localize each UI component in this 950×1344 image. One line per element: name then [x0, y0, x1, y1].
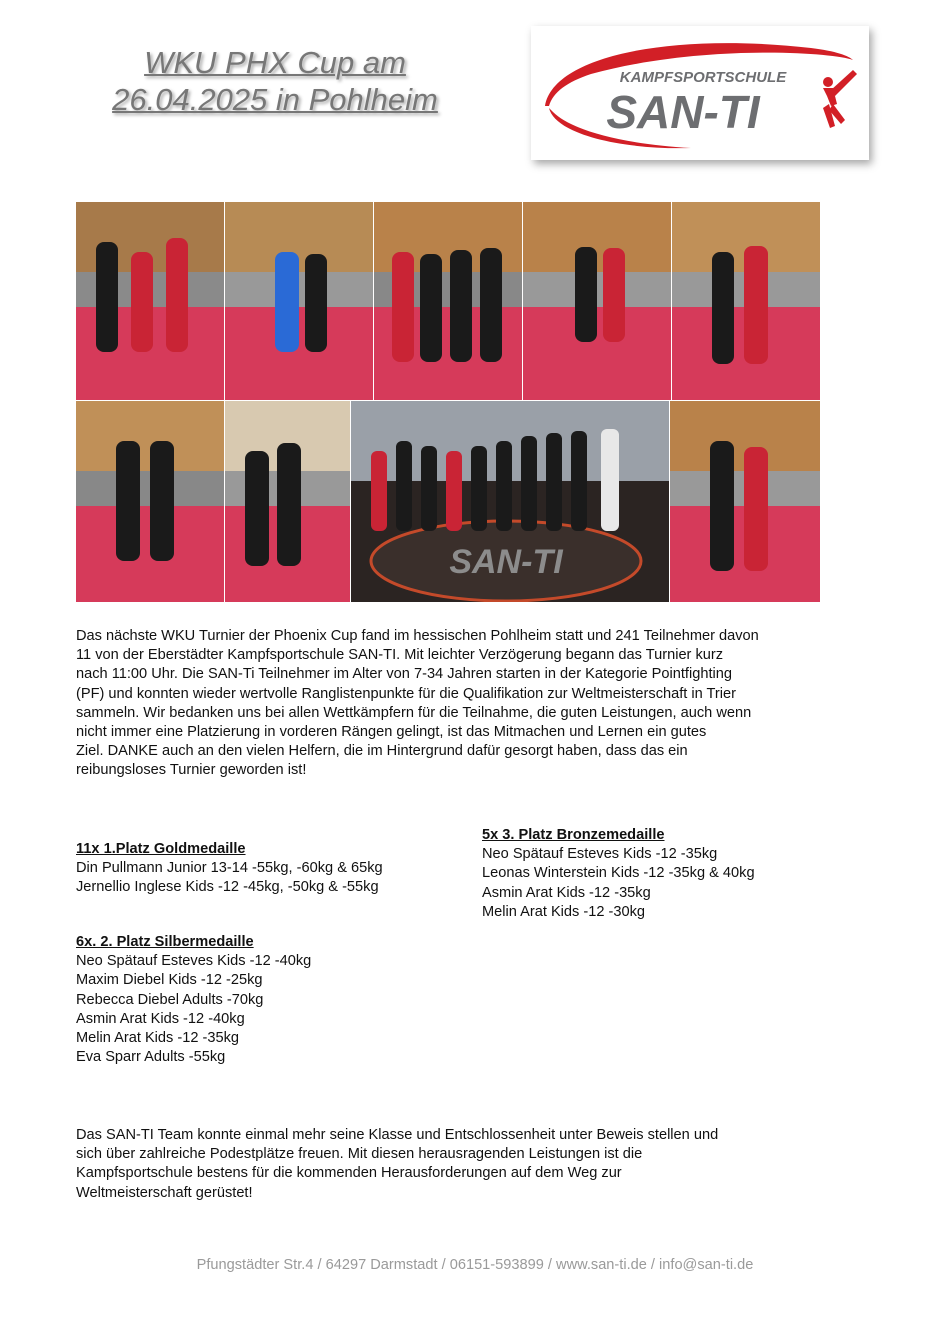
photo-9	[670, 401, 820, 602]
gold-entry: Jernellio Inglese Kids -12 -45kg, -50kg & -55kg	[76, 879, 379, 896]
santi-logo	[531, 26, 869, 160]
bronze-entry: Melin Arat Kids -12 -30kg	[482, 903, 646, 920]
intro-line: nicht immer eine Platzierung in vorderen Rängen gelingt, ist das Mitmachen und Lernen ein gutes	[76, 724, 707, 741]
bronze-entry: Neo Spätauf Esteves Kids -12 -35kg	[482, 846, 718, 863]
silver-entry: Melin Arat Kids -12 -35kg	[76, 1030, 240, 1047]
bronze-heading: 5x 3. Platz Bronzemedaille	[482, 827, 665, 843]
bronze-entry: Leonas Winterstein Kids -12 -35kg & 40kg	[482, 865, 755, 882]
intro-line: (PF) und konnten wieder wertvolle Ranglistenpunkte für die Qualifikation zur Weltmeisterschaft in Trier	[76, 685, 736, 702]
intro-line: Ziel. DANKE auch an den vielen Helfern, die im Hintergrund dafür gesorgt haben, dass das ein	[76, 743, 688, 760]
silver-entry: Asmin Arat Kids -12 -40kg	[76, 1010, 245, 1027]
gold-heading: 11x 1.Platz Goldmedaille	[76, 841, 246, 857]
intro-line: reibungsloses Turnier geworden ist!	[76, 762, 307, 779]
logo-graphic	[531, 26, 869, 160]
gold-entry: Din Pullmann Junior 13-14 -55kg, -60kg & 65kg	[76, 860, 383, 877]
silver-heading: 6x. 2. Platz Silbermedaille	[76, 934, 254, 950]
closing-line: Das SAN-TI Team konnte einmal mehr seine Klasse und Entschlossenheit unter Beweis stellen und	[76, 1127, 719, 1143]
closing-line: sich über zahlreiche Podestplätze freuen. Mit diesen herausragenden Leistungen ist die	[76, 1146, 643, 1163]
intro-line: 11 von der Eberstädter Kampfsportschule SAN-TI. Mit leichter Verzögerung begann das Turnier kurz	[76, 647, 724, 664]
silver-entry: Neo Spätauf Esteves Kids -12 -40kg	[76, 953, 312, 970]
photo-3	[374, 202, 522, 400]
logo-top-text: KAMPFSPORTSCHULE	[619, 69, 787, 86]
floor-logo-text: SAN-TI	[449, 543, 563, 581]
photo-2	[225, 202, 373, 400]
title-line-1: WKU PHX Cup am	[144, 45, 406, 80]
photo-5	[672, 202, 820, 400]
intro-paragraph	[76, 627, 759, 781]
photo-4	[523, 202, 671, 400]
silver-entry: Maxim Diebel Kids -12 -25kg	[76, 972, 263, 989]
fighter-icon	[823, 70, 857, 128]
photo-collage	[76, 202, 820, 602]
silver-entry: Eva Sparr Adults -55kg	[76, 1049, 226, 1066]
photo-6	[76, 401, 224, 602]
photo-7	[225, 401, 350, 602]
page-title	[86, 44, 464, 118]
intro-line: Das nächste WKU Turnier der Phoenix Cup fand im hessischen Pohlheim statt und 241 Teilnehmer davon	[76, 628, 759, 644]
closing-paragraph	[76, 1126, 718, 1203]
silver-medal-list	[76, 933, 311, 1067]
bronze-medal-list	[482, 826, 755, 922]
closing-line: Weltmeisterschaft gerüstet!	[76, 1184, 253, 1201]
bronze-entry: Asmin Arat Kids -12 -35kg	[482, 884, 651, 901]
intro-line: sammeln. Wir bedanken uns bei allen Wettkämpfern für die Teilnahme, die guten Leistungen, auch wenn	[76, 704, 752, 721]
photo-1	[76, 202, 224, 400]
gold-medal-list	[76, 840, 383, 898]
footer-contact: Pfungstädter Str.4 / 64297 Darmstadt / 06151-593899 / www.san-ti.de / info@san-ti.de	[196, 1257, 754, 1273]
logo-main-text: SAN-TI	[606, 86, 760, 138]
silver-entry: Rebecca Diebel Adults -70kg	[76, 991, 264, 1008]
intro-line: nach 11:00 Uhr. Die SAN-Ti Teilnehmer im Alter von 7-34 Jahren starten in der Kategorie Pointfighting	[76, 666, 732, 683]
closing-line: Kampfsportschule bestens für die kommenden Herausforderungen auf dem Weg zur	[76, 1165, 622, 1182]
photo-8	[351, 401, 669, 602]
title-line-2: 26.04.2025 in Pohlheim	[112, 82, 438, 117]
